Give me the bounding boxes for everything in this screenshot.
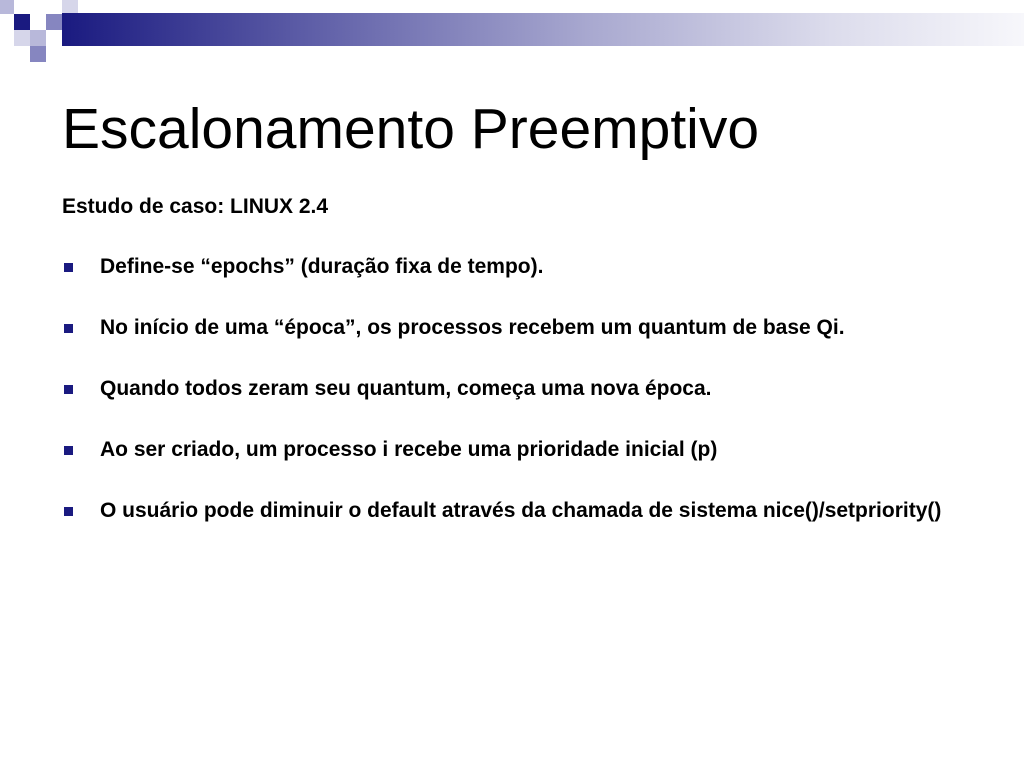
square-bullet-icon <box>64 385 73 394</box>
bullet-item <box>62 254 962 280</box>
bullet-text: Define-se “epochs” (duração fixa de tempo). <box>100 255 544 278</box>
header-decoration <box>0 0 1024 64</box>
decorative-square-icon <box>14 14 30 30</box>
decorative-square-icon <box>30 46 46 62</box>
decorative-square-icon <box>62 0 78 13</box>
square-bullet-icon <box>64 507 73 516</box>
decorative-square-icon <box>30 30 46 46</box>
bullet-text: Ao ser criado, um processo i recebe uma prioridade inicial (p) <box>100 438 718 461</box>
bullet-text: Quando todos zeram seu quantum, começa uma nova época. <box>100 377 712 400</box>
bullet-list <box>62 254 962 559</box>
bullet-item <box>62 315 962 341</box>
header-gradient-bar <box>62 13 1024 46</box>
square-bullet-icon <box>64 263 73 272</box>
slide-subtitle: Estudo de caso: LINUX 2.4 <box>62 195 329 218</box>
bullet-item <box>62 437 962 463</box>
bullet-text: O usuário pode diminuir o default através da chamada de sistema nice()/setpriority() <box>100 499 942 522</box>
decorative-square-icon <box>0 0 14 14</box>
square-bullet-icon <box>64 446 73 455</box>
square-bullet-icon <box>64 324 73 333</box>
bullet-item <box>62 376 962 402</box>
decorative-square-icon <box>14 30 30 46</box>
bullet-text: No início de uma “época”, os processos recebem um quantum de base Qi. <box>100 316 845 339</box>
slide-title: Escalonamento Preemptivo <box>62 97 760 161</box>
decorative-square-icon <box>46 14 62 30</box>
bullet-item <box>62 498 962 524</box>
